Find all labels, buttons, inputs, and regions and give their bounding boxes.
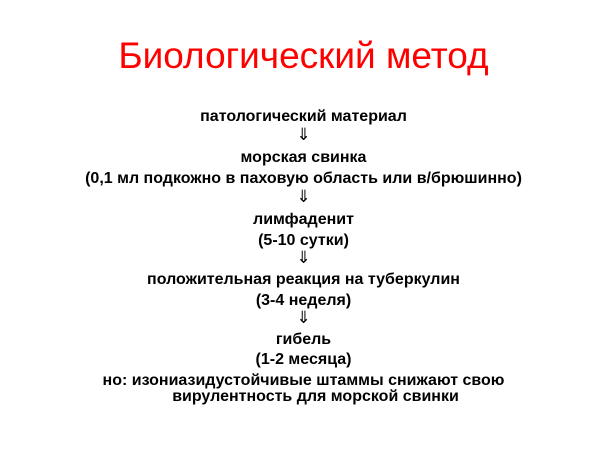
slide-title: Биологический метод [118,35,489,76]
step-tuberculin-reaction: положительная реакция на туберкулин [147,271,460,288]
step-pathological-material: патологический материал [200,108,407,125]
step-death-detail: (1-2 месяца) [255,351,352,368]
step-guinea-pig-detail: (0,1 мл подкожно в паховую область или в/брюшинно) [85,170,522,187]
down-arrow-icon: ⇓ [296,187,311,207]
step-guinea-pig: морская свинка [240,149,367,166]
note-line-1: но: изониазидустойчивые штаммы снижают свою [102,372,505,389]
step-tuberculin-reaction-detail: (3-4 неделя) [255,292,352,309]
down-arrow-icon: ⇓ [296,308,311,328]
down-arrow-icon: ⇓ [296,125,311,145]
down-arrow-icon: ⇓ [296,248,311,268]
step-lymphadenitis-detail: (5-10 сутки) [258,232,349,249]
step-lymphadenitis: лимфаденит [253,211,354,228]
step-death: гибель [275,331,332,348]
note-line-2: вирулентность для морской свинки [172,388,459,405]
